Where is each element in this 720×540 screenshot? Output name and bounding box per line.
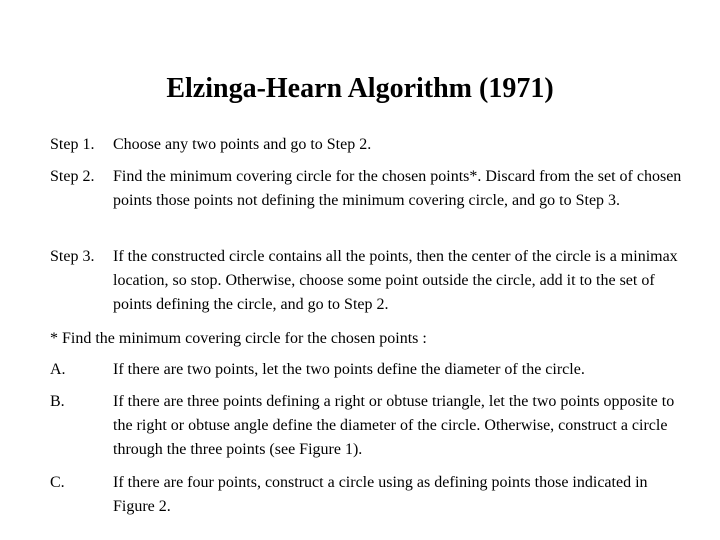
step-2-text: Find the minimum covering circle for the chosen points*. Discard from the set of chosen points those points not defining the minimum covering circle, and go to Step 3. [113,168,682,209]
case-b [50,390,693,462]
step-1-text: Choose any two points and go to Step 2. [113,136,372,153]
case-b-text: If there are three points defining a right or obtuse triangle, let the two points opposite to the right or obtuse angle define the diameter of the circle. Otherwise, construct a circle through the three points (see Figure 1). [113,393,675,458]
case-b-label: B. [50,393,65,410]
step-3-text: If the constructed circle contains all the points, then the center of the circle is a minimax location, so stop. Otherwise, choose some point outside the circle, add it to the set of points defining the circle, and go to Step 2. [113,248,678,313]
step-2-label: Step 2. [50,168,95,185]
slide-title: Elzinga-Hearn Algorithm (1971) [166,73,554,104]
case-c-label: C. [50,474,65,491]
step-3 [50,245,693,317]
case-c [50,471,693,519]
case-a-label: A. [50,361,66,378]
step-1 [50,133,693,157]
step-2 [50,165,693,213]
step-3-label: Step 3. [50,248,95,265]
step-1-label: Step 1. [50,136,95,153]
case-a-text: If there are two points, let the two points define the diameter of the circle. [113,361,585,378]
footnote: * Find the minimum covering circle for the chosen points : [50,330,427,347]
case-a [50,358,693,382]
case-c-text: If there are four points, construct a circle using as defining points those indicated in Figure 2. [113,474,648,515]
